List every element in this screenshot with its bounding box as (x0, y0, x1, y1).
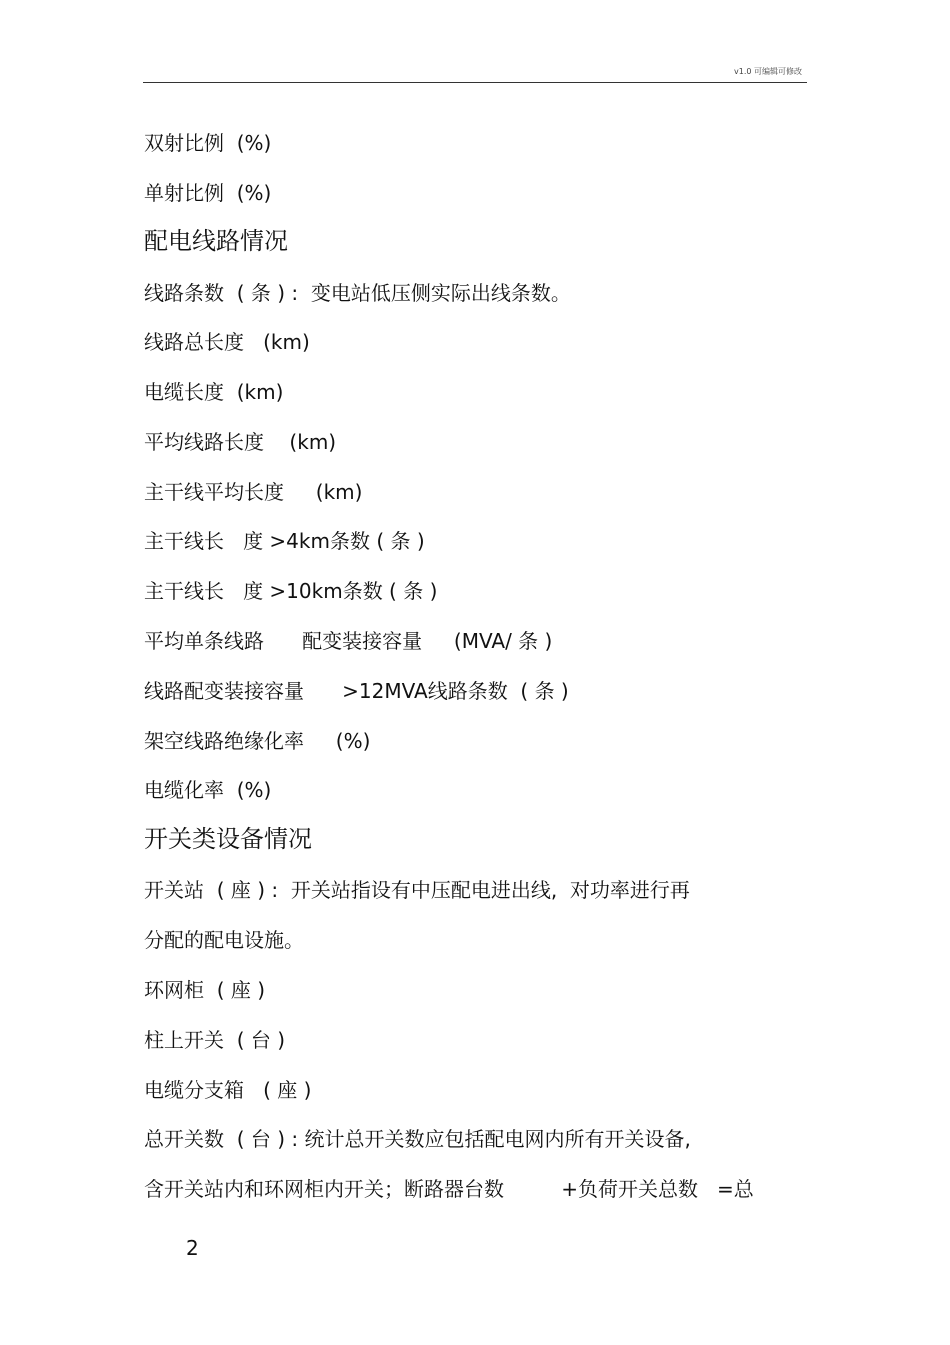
header-rule (143, 82, 807, 83)
text-line: 平均线路长度 (km) (144, 430, 337, 454)
section-heading: 开关类设备情况 (144, 825, 312, 853)
text-line: 电缆化率 (%) (144, 778, 272, 802)
text-line: 线路条数 ( 条 ) : 变电站低压侧实际出线条数。 (144, 281, 571, 305)
text-line: 线路总长度 (km) (144, 330, 310, 354)
text-line: 电缆分支箱 ( 座 ) (144, 1078, 312, 1102)
text-line: 总开关数 ( 台 ) : 统计总开关数应包括配电网内所有开关设备, (144, 1127, 691, 1151)
text-line: 单射比例 (%) (144, 181, 272, 205)
section-heading: 配电线路情况 (144, 227, 288, 255)
text-line: 柱上开关 ( 台 ) (144, 1028, 286, 1052)
page-number: 2 (186, 1236, 199, 1260)
text-line: 双射比例 (%) (144, 131, 272, 155)
text-line: 架空线路绝缘化率 (%) (144, 729, 371, 753)
text-line: 平均单条线路 配变装接容量 (MVA/ 条 ) (144, 629, 553, 653)
text-line: 主干线平均长度 (km) (144, 480, 363, 504)
text-line: 含开关站内和环网柜内开关；断路器台数 +负荷开关总数 =总 (144, 1177, 754, 1201)
text-line: 主干线长 度 >10km条数 ( 条 ) (144, 579, 438, 603)
text-line: 线路配变装接容量 >12MVA线路条数 ( 条 ) (144, 679, 569, 703)
text-line: 开关站 ( 座 ) : 开关站指设有中压配电进出线, 对功率进行再 (144, 878, 690, 902)
text-line: 环网柜 ( 座 ) (144, 978, 266, 1002)
text-line: 电缆长度 (km) (144, 380, 284, 404)
text-line: 分配的配电设施。 (144, 928, 304, 952)
text-line: 主干线长 度 >4km条数 ( 条 ) (144, 529, 425, 553)
header-version-note: v1.0 可编辑可修改 (734, 67, 802, 76)
